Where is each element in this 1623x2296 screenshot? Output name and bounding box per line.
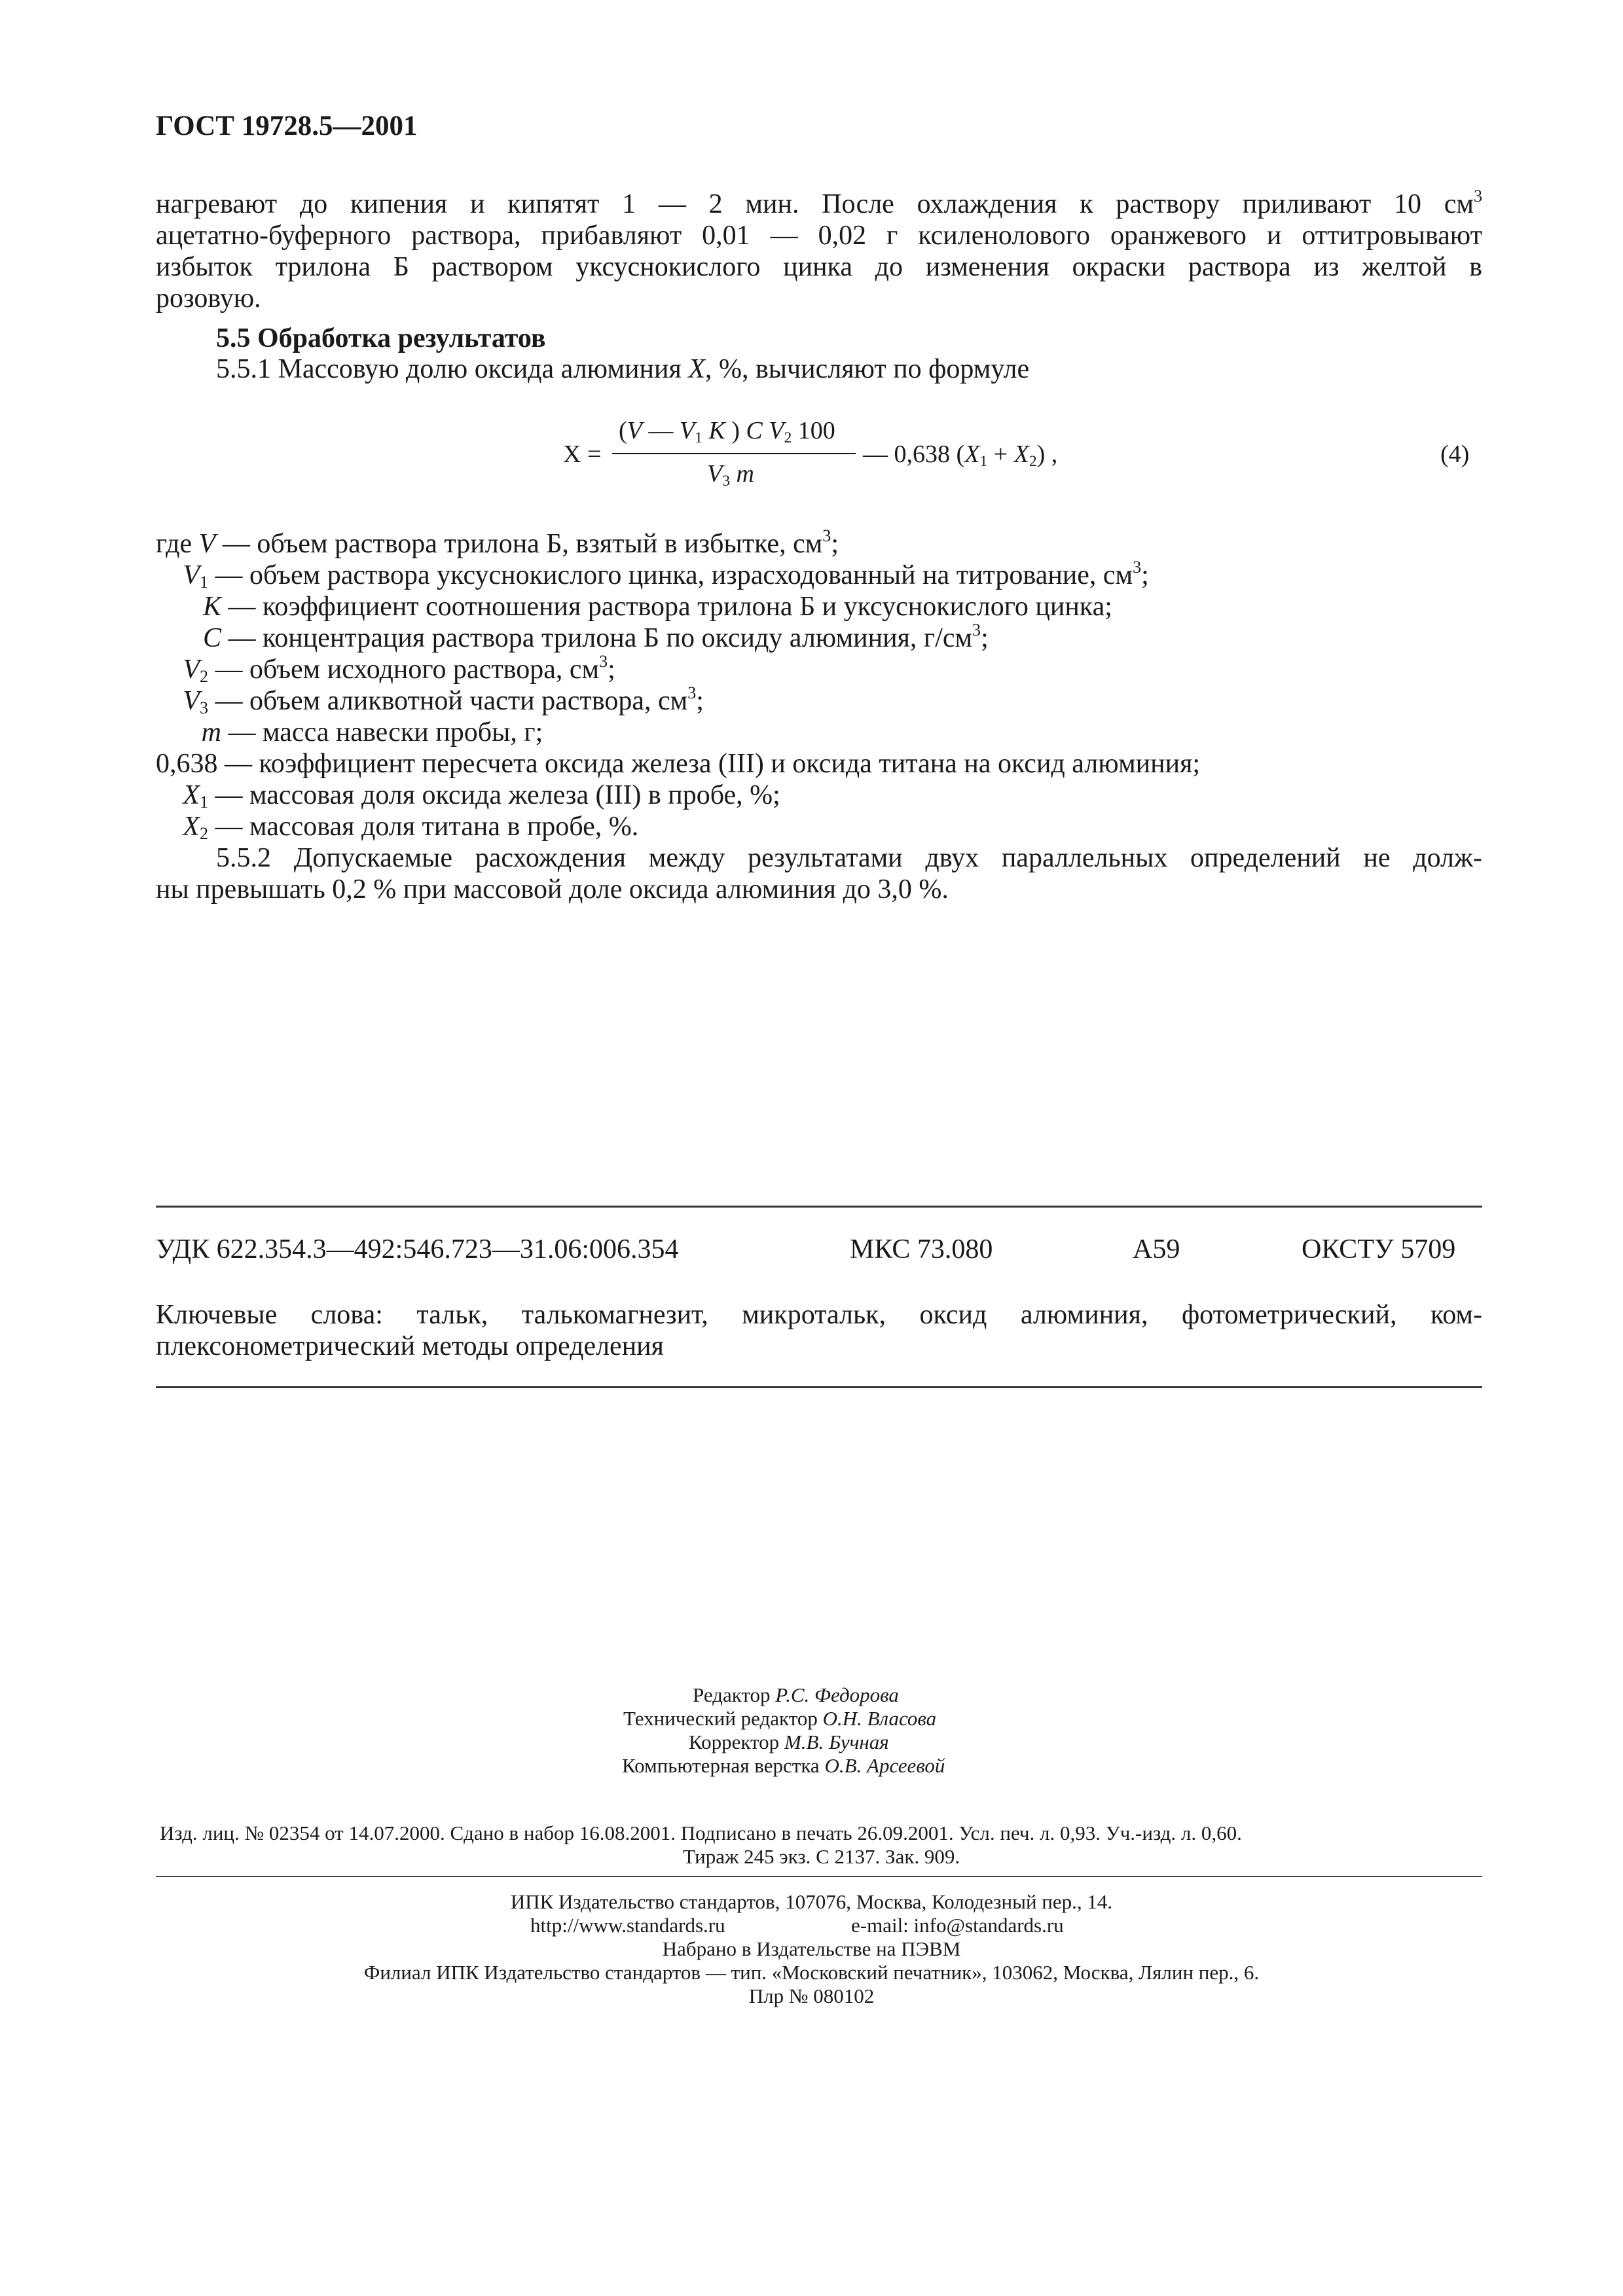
- legend-item-C: C — концентрация раствора трилона Б по оксиду алюминия, $г/см^3$;: [202, 620, 989, 653]
- divider-top: [156, 1206, 1482, 1208]
- formula-numerator: (V — $V_1$ K ) C $V_2$ 100: [619, 417, 835, 446]
- intro-line-4: розовую.: [156, 283, 261, 314]
- print-info-line-2: Тираж 245 экз. С 2137. Зак. 909.: [683, 1845, 960, 1868]
- formula-number: (4): [1440, 440, 1470, 468]
- credit-editor: Редактор Р.С. Федорова: [693, 1683, 899, 1706]
- fraction-bar: [612, 453, 856, 454]
- formula-tail: — 0,638 $(X_1 + X_2)$ ,: [863, 440, 1058, 470]
- legend-item-X2: $X_2$ — массовая доля титана в пробе, %.: [183, 812, 639, 843]
- clause-5-5-2-line-1: 5.5.2 Допускаемые расхождения между результатами двух параллельных определений не долж-: [216, 843, 1482, 873]
- section-heading: 5.5 Обработка результатов: [216, 323, 546, 353]
- legend-item-X1: $X_1$ — массовая доля оксида железа (III) в пробе, %;: [183, 780, 780, 812]
- keywords-line-1: Ключевые слова: тальк, талькомагнезит, микротальк, оксид алюминия, фотометрический, ком-: [156, 1300, 1482, 1330]
- keywords-line-2: плексонометрический методы определения: [156, 1331, 664, 1361]
- document-header: ГОСТ 19728.5—2001: [156, 111, 418, 141]
- intro-paragraph: [156, 188, 1482, 314]
- formula-denominator: $V_3$ m: [707, 460, 754, 490]
- mks-code: МКС 73.080: [850, 1234, 993, 1265]
- udk-code: УДК 622.354.3—492:546.723—31.06:006.354: [156, 1234, 679, 1265]
- formula-legend: [156, 528, 1200, 842]
- publisher-email: e-mail: info@standards.ru: [851, 1914, 1064, 1937]
- group-code: А59: [1133, 1234, 1180, 1265]
- keywords: [156, 1299, 1482, 1362]
- clause-5-5-1: 5.5.1 Массовую долю оксида алюминия X, %, вычисляют по формуле: [216, 354, 1030, 384]
- divider-keywords: [156, 1386, 1482, 1388]
- legend-item-V2: $V_2$ — объем исходного раствора, $см^3$;: [183, 652, 615, 686]
- publisher-line-5: Плр № 080102: [748, 1984, 875, 2007]
- print-info-line-1: Изд. лиц. № 02354 от 14.07.2000. Сдано в набор 16.08.2001. Подписано в печать 26.09.2001. Усл. печ. л. 0,93. Уч.-изд. л. 0,60.: [160, 1821, 1242, 1844]
- clause-5-5-2: [156, 842, 1482, 905]
- legend-item-m: m — масса навески пробы, г;: [201, 717, 543, 747]
- intro-line-2: ацетатно-буферного раствора, прибавляют 0,01 — 0,02 г ксиленолового оранжевого и оттитровывают: [156, 221, 1482, 251]
- publisher-web: http://www.standards.ru: [530, 1914, 725, 1937]
- legend-item-K: K — коэффициент соотношения раствора трилона Б и уксуснокислого цинка;: [202, 592, 1112, 622]
- legend-item-V: где V — объем раствора трилона Б, взятый в избытке, $см^3$;: [156, 526, 839, 559]
- divider-imprint: [156, 1876, 1482, 1877]
- credit-corrector: Корректор М.В. Бучная: [689, 1731, 889, 1753]
- legend-item-V1: $V_1$ — объем раствора уксуснокислого цинка, израсходованный на титрование, $см^3$;: [183, 558, 1149, 592]
- credit-layout: Компьютерная верстка О.В. Арсеевой: [622, 1754, 945, 1777]
- okstu-code: ОКСТУ 5709: [1302, 1234, 1456, 1265]
- publisher-line-3: Набрано в Издательстве на ПЭВМ: [662, 1937, 961, 1960]
- legend-item-V3: $V_3$ — объем аликвотной части раствора, $см^3$;: [183, 683, 704, 717]
- intro-line-1: нагревают до кипения и кипятят 1 — 2 мин. После охлаждения к раствору приливают 10 $см^3$: [156, 187, 1482, 219]
- publisher-line-1: ИПК Издательство стандартов, 107076, Москва, Колодезный пер., 14.: [510, 1890, 1113, 1913]
- legend-item-0638: 0,638 — коэффициент пересчета оксида железа (III) и оксида титана на оксид алюминия;: [156, 749, 1201, 779]
- publisher-line-4: Филиал ИПК Издательство стандартов — тип. «Московский печатник», 103062, Москва, Лялин пер., 6.: [363, 1961, 1260, 1984]
- clause-5-5-2-line-2: ны превышать 0,2 % при массовой доле оксида алюминия до 3,0 %.: [156, 874, 949, 905]
- credit-tech-editor: Технический редактор О.Н. Власова: [623, 1707, 937, 1730]
- intro-line-3: избыток трилона Б раствором уксуснокислого цинка до изменения окраски раствора из желтой в: [156, 252, 1482, 282]
- formula-lhs: X =: [563, 440, 602, 468]
